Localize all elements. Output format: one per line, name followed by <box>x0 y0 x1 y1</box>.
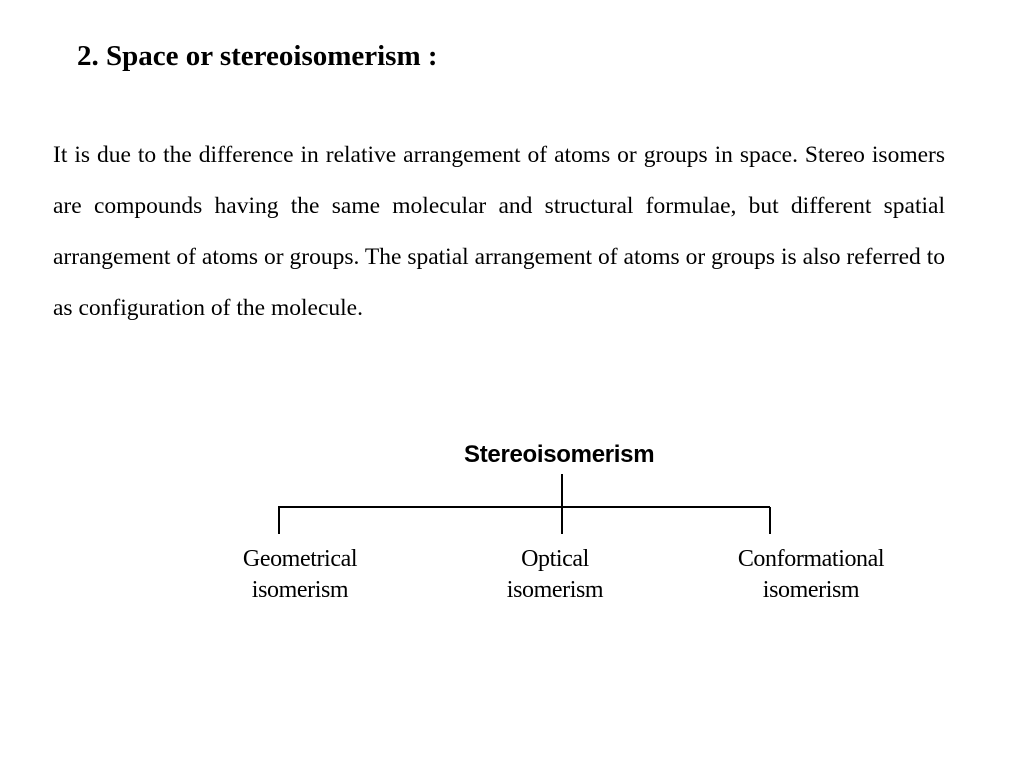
branch-label-line2: isomerism <box>506 577 604 603</box>
branch-label-line2: isomerism <box>762 577 860 603</box>
branch-geometrical-isomerism <box>190 544 410 606</box>
branch-conformational-isomerism <box>701 544 921 606</box>
branch-label-line2: isomerism <box>251 577 349 603</box>
branch-label-line1: Geometrical <box>242 546 358 572</box>
definition-paragraph: It is due to the difference in relative arrangement of atoms or groups in space. Stereo isomers are compounds having the same molecular and structural formulae, but different spatial arrangement of atoms or groups. The spatial arrangement of atoms or groups is also referred to as configuration of the molecule. <box>53 142 945 321</box>
section-heading: 2. Space or stereoisomerism : <box>77 40 438 72</box>
branch-optical-isomerism <box>445 544 665 606</box>
branch-label-line1: Conformational <box>737 546 885 572</box>
diagram-root-label: Stereoisomerism <box>464 441 655 468</box>
stereoisomerism-classification-diagram <box>220 430 920 630</box>
branch-label-line1: Optical <box>521 546 589 572</box>
